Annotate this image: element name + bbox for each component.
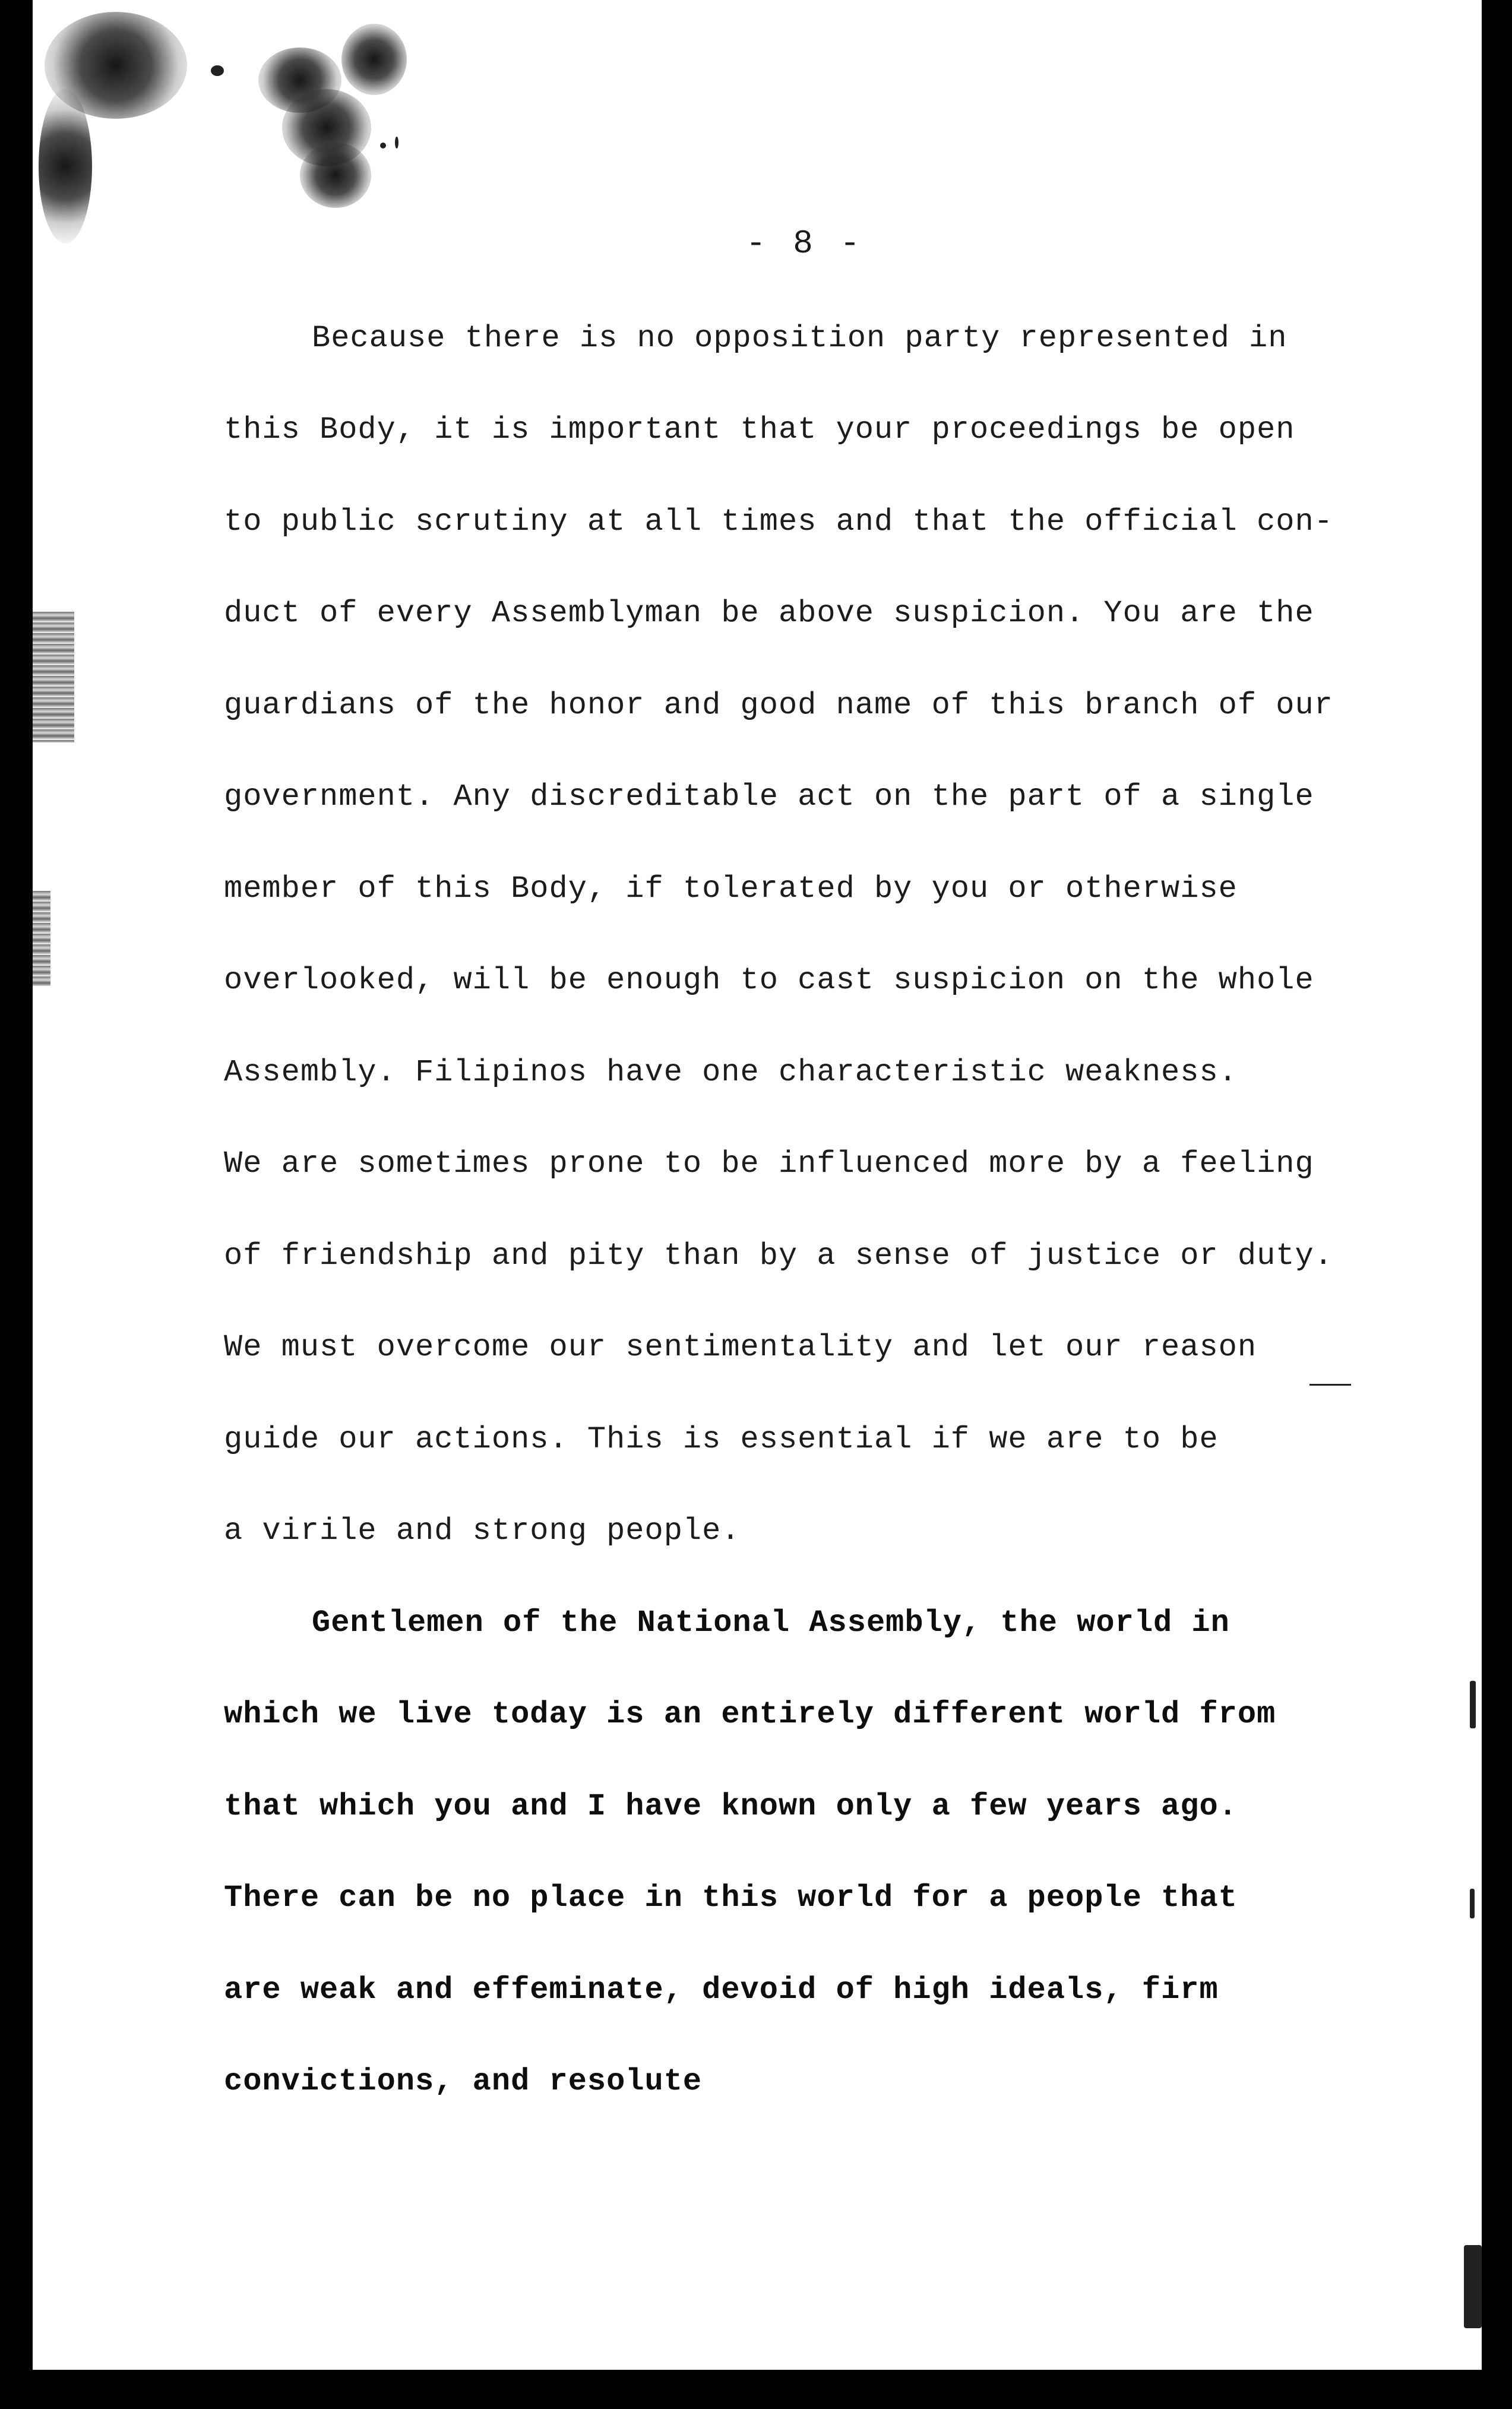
text-line: of friendship and pity than by a sense of justice or duty. <box>224 1238 1333 1273</box>
text-line: a virile and strong people. <box>224 1513 741 1548</box>
text-line: There can be no place in this world for a people that <box>224 1880 1238 1915</box>
text-line: government. Any discreditable act on the part of a single <box>224 779 1314 814</box>
text-line: to public scrutiny at all times and that the official con- <box>224 504 1333 539</box>
ink-smudge <box>300 143 371 208</box>
scan-speck <box>1470 1889 1475 1918</box>
text-line: We are sometimes prone to be influenced more by a feeling <box>224 1146 1314 1181</box>
text-line: member of this Body, if tolerated by you or otherwise <box>224 871 1238 906</box>
text-line: are weak and effeminate, devoid of high ideals, firm <box>224 1972 1219 2008</box>
text-line: convictions, and resolute <box>224 2064 703 2099</box>
scan-speck <box>1470 1681 1476 1728</box>
ink-smudge <box>341 24 407 95</box>
text-line: We must overcome our sentimentality and let our reason <box>224 1330 1257 1365</box>
text-line: duct of every Assemblyman be above suspicion. You are the <box>224 596 1314 631</box>
text-line: overlooked, will be enough to cast suspicion on the whole <box>224 963 1314 998</box>
text-line: that which you and I have known only a few years ago. <box>224 1789 1238 1824</box>
scan-speck <box>1309 1384 1351 1386</box>
text-line: guardians of the honor and good name of this branch of our <box>224 688 1333 723</box>
scan-speck <box>380 143 386 148</box>
text-line: which we live today is an entirely different world from <box>224 1697 1276 1732</box>
page-number: - 8 - <box>745 225 864 263</box>
text-line: Assembly. Filipinos have one characteristic weakness. <box>224 1055 1238 1090</box>
scan-edge-grain <box>33 612 74 742</box>
text-line: Gentlemen of the National Assembly, the world in <box>312 1605 1230 1640</box>
text-line: guide our actions. This is essential if we are to be <box>224 1422 1219 1457</box>
text-line: Because there is no opposition party represented in <box>312 321 1288 356</box>
scan-speck <box>395 137 398 148</box>
document-page <box>33 0 1482 2370</box>
text-line: this Body, it is important that your proceedings be open <box>224 412 1295 447</box>
scan-speck <box>211 65 224 76</box>
scan-speck <box>1464 2245 1482 2328</box>
ink-smudge <box>39 89 92 244</box>
scan-edge-grain <box>33 891 50 986</box>
